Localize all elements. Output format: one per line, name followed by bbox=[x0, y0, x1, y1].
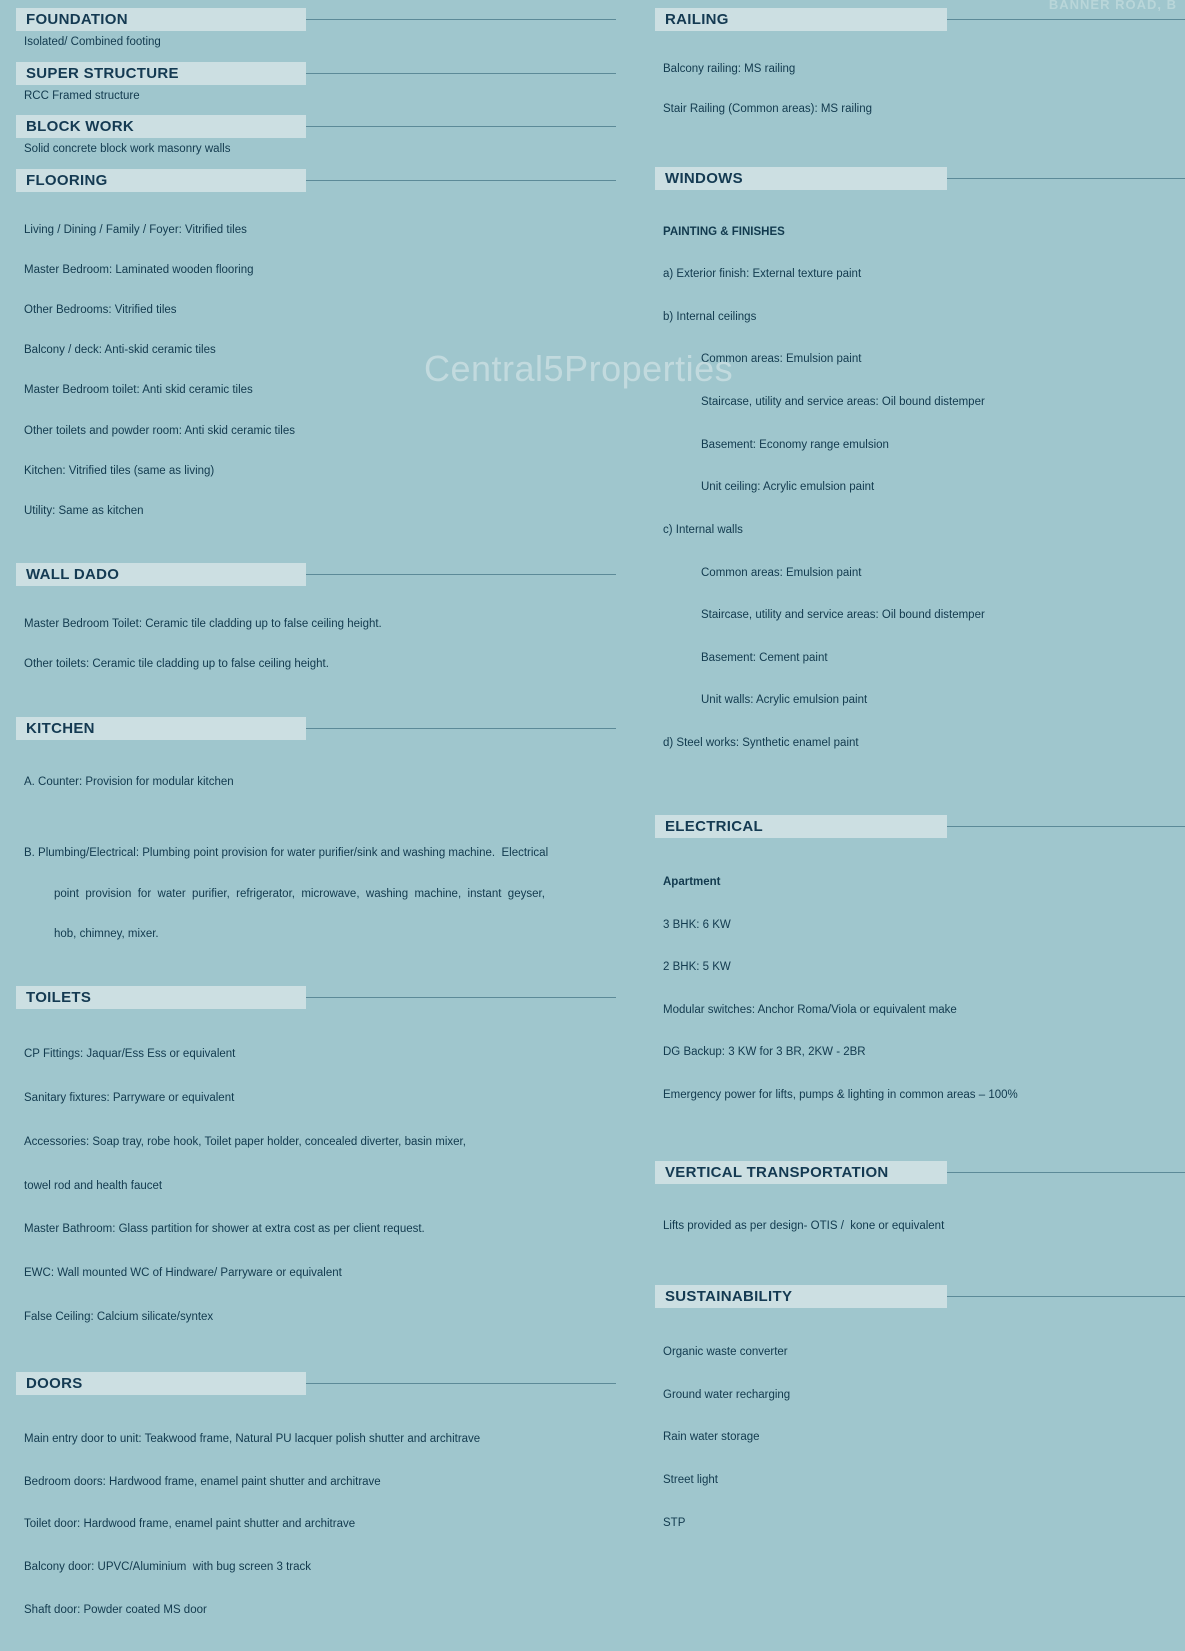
body-line: Ground water recharging bbox=[663, 1388, 791, 1401]
section-header bbox=[16, 563, 616, 586]
body-line: Master Bedroom Toilet: Ceramic tile cladding up to false ceiling height. bbox=[24, 618, 382, 631]
section-title: WINDOWS bbox=[665, 170, 743, 188]
section-body bbox=[16, 740, 616, 969]
section-kitchen bbox=[16, 717, 616, 969]
header-rule bbox=[306, 19, 616, 20]
body-line: Other toilets: Ceramic tile cladding up to false ceiling height. bbox=[24, 658, 329, 671]
body-line: Living / Dining / Family / Foyer: Vitrified tiles bbox=[24, 223, 247, 236]
body-line: Common areas: Emulsion paint bbox=[701, 353, 862, 366]
body-line: 3 BHK: 6 KW bbox=[663, 918, 731, 931]
header-rule bbox=[306, 728, 616, 729]
section-title: RAILING bbox=[665, 11, 729, 28]
section-super-structure bbox=[16, 62, 616, 104]
section-title: DOORS bbox=[26, 1374, 83, 1392]
section-body bbox=[16, 586, 616, 698]
section-body bbox=[655, 1308, 1185, 1558]
section-header bbox=[16, 115, 616, 138]
body-line: Staircase, utility and service areas: Oil bound distemper bbox=[701, 609, 985, 622]
section-foundation bbox=[16, 8, 616, 50]
body-line: Unit walls: Acrylic emulsion paint bbox=[701, 694, 868, 707]
body-line: Other Bedrooms: Vitrified tiles bbox=[24, 304, 177, 317]
section-header bbox=[16, 986, 616, 1009]
section-header bbox=[16, 62, 616, 85]
section-windows bbox=[655, 167, 1185, 778]
header-rule bbox=[306, 126, 616, 127]
section-header bbox=[16, 717, 616, 740]
section-body bbox=[655, 31, 1185, 143]
section-title: WALL DADO bbox=[26, 566, 120, 584]
body-line: Emergency power for lifts, pumps & lighting in common areas – 100% bbox=[663, 1089, 1018, 1102]
body-line: Main entry door to unit: Teakwood frame, Natural PU lacquer polish shutter and architrave bbox=[24, 1433, 481, 1446]
body-line: Organic waste converter bbox=[663, 1346, 788, 1359]
watermark: Central5Properties bbox=[424, 348, 734, 389]
section-title: BLOCK WORK bbox=[26, 118, 134, 136]
right-column bbox=[655, 8, 1185, 1564]
header-rule bbox=[306, 997, 616, 998]
section-body bbox=[655, 838, 1185, 1131]
header-rule bbox=[306, 180, 616, 181]
body-line: Accessories: Soap tray, robe hook, Toilet paper holder, concealed diverter, basin mixer, bbox=[24, 1135, 466, 1148]
body-line: Toilet door: Hardwood frame, enamel paint shutter and architrave bbox=[24, 1518, 356, 1531]
section-sustainability bbox=[655, 1285, 1185, 1558]
sub-heading: Apartment bbox=[663, 875, 721, 888]
body-line: Rain water storage bbox=[663, 1431, 760, 1444]
body-line: d) Steel works: Synthetic enamel paint bbox=[663, 736, 859, 749]
section-railing bbox=[655, 8, 1185, 143]
body-line: CP Fittings: Jaquar/Ess Ess or equivalent bbox=[24, 1048, 236, 1061]
section-header bbox=[655, 1285, 1185, 1308]
section-header bbox=[16, 169, 616, 192]
section-title: FLOORING bbox=[26, 171, 108, 189]
section-header bbox=[16, 8, 616, 31]
body-line: Sanitary fixtures: Parryware or equivalent bbox=[24, 1092, 235, 1105]
section-body bbox=[16, 192, 616, 546]
section-title: SUSTAINABILITY bbox=[665, 1287, 793, 1305]
body-line: Lifts provided as per design- OTIS / kone or equivalent bbox=[663, 1220, 945, 1233]
body-line: b) Internal ceilings bbox=[663, 310, 757, 323]
body-line: Basement: Cement paint bbox=[701, 651, 828, 664]
body-line: Utility: Same as kitchen bbox=[24, 505, 144, 518]
body-line: B. Plumbing/Electrical: Plumbing point provision for water purifier/sink and washing machine. Electrical bbox=[24, 847, 549, 860]
section-body: Solid concrete block work masonry walls bbox=[24, 143, 231, 156]
body-line: Balcony / deck: Anti-skid ceramic tiles bbox=[24, 344, 216, 357]
section-header bbox=[16, 1372, 616, 1395]
section-title: TOILETS bbox=[26, 989, 92, 1007]
body-line: Master Bedroom: Laminated wooden flooring bbox=[24, 263, 254, 276]
body-line: STP bbox=[663, 1516, 686, 1529]
body-line: Staircase, utility and service areas: Oil bound distemper bbox=[701, 396, 985, 409]
header-rule bbox=[306, 574, 616, 575]
body-line: Kitchen: Vitrified tiles (same as living) bbox=[24, 464, 215, 477]
body-line: Basement: Economy range emulsion bbox=[701, 438, 889, 451]
body-line: hob, chimney, mixer. bbox=[54, 927, 159, 940]
section-doors bbox=[16, 1372, 616, 1645]
body-line: A. Counter: Provision for modular kitchen bbox=[24, 776, 234, 789]
section-body bbox=[16, 1009, 616, 1354]
body-line: Master Bedroom toilet: Anti skid ceramic tiles bbox=[24, 384, 253, 397]
body-line: Unit ceiling: Acrylic emulsion paint bbox=[701, 481, 875, 494]
header-rule bbox=[306, 1383, 616, 1384]
body-line: Bedroom doors: Hardwood frame, enamel paint shutter and architrave bbox=[24, 1475, 381, 1488]
section-body: RCC Framed structure bbox=[24, 89, 140, 102]
section-block-work bbox=[16, 115, 616, 157]
body-line: 2 BHK: 5 KW bbox=[663, 961, 731, 974]
body-line: False Ceiling: Calcium silicate/syntex bbox=[24, 1310, 214, 1323]
section-electrical bbox=[655, 815, 1185, 1131]
header-rule bbox=[947, 1172, 1185, 1173]
section-title: ELECTRICAL bbox=[665, 817, 763, 835]
header-rule bbox=[947, 178, 1185, 179]
header-rule bbox=[947, 19, 1185, 20]
section-vertical-transportation bbox=[655, 1161, 1185, 1261]
section-body bbox=[16, 1395, 616, 1645]
left-column bbox=[16, 8, 616, 1651]
body-line: Stair Railing (Common areas): MS railing bbox=[663, 103, 872, 116]
section-body bbox=[655, 1184, 1185, 1261]
body-line: Modular switches: Anchor Roma/Viola or equivalent make bbox=[663, 1003, 957, 1016]
section-title: VERTICAL TRANSPORTATION bbox=[665, 1163, 889, 1181]
body-line: EWC: Wall mounted WC of Hindware/ Parryware or equivalent bbox=[24, 1267, 342, 1280]
section-header bbox=[655, 8, 1185, 31]
section-toilets bbox=[16, 986, 616, 1354]
body-line: DG Backup: 3 KW for 3 BR, 2KW - 2BR bbox=[663, 1046, 866, 1059]
section-body bbox=[655, 190, 1185, 778]
body-line: Street light bbox=[663, 1473, 718, 1486]
section-title: SUPER STRUCTURE bbox=[26, 64, 179, 82]
section-title: KITCHEN bbox=[26, 719, 95, 737]
section-header bbox=[655, 815, 1185, 838]
body-line: a) Exterior finish: External texture paint bbox=[663, 268, 862, 281]
section-title: FOUNDATION bbox=[26, 11, 128, 28]
body-line: c) Internal walls bbox=[663, 523, 743, 536]
body-line: Balcony door: UPVC/Aluminium with bug screen 3 track bbox=[24, 1560, 311, 1573]
sub-heading: PAINTING & FINISHES bbox=[663, 225, 785, 238]
body-line: towel rod and health faucet bbox=[24, 1179, 163, 1192]
header-rule bbox=[306, 73, 616, 74]
section-header bbox=[655, 1161, 1185, 1184]
body-line: Balcony railing: MS railing bbox=[663, 62, 796, 75]
body-line: Other toilets and powder room: Anti skid ceramic tiles bbox=[24, 424, 296, 437]
body-line: point provision for water purifier, refrigerator, microwave, washing machine, instant geyser, bbox=[54, 887, 545, 900]
section-flooring bbox=[16, 169, 616, 546]
header-rule bbox=[947, 1296, 1185, 1297]
section-body: Isolated/ Combined footing bbox=[24, 36, 161, 48]
body-line: Master Bathroom: Glass partition for shower at extra cost as per client request. bbox=[24, 1223, 425, 1236]
page-header-text: BANNER ROAD, B bbox=[1048, 0, 1177, 12]
section-header bbox=[655, 167, 1185, 190]
section-wall-dado bbox=[16, 563, 616, 698]
body-line: Common areas: Emulsion paint bbox=[701, 566, 862, 579]
body-line: Shaft door: Powder coated MS door bbox=[24, 1603, 207, 1616]
header-rule bbox=[947, 826, 1185, 827]
